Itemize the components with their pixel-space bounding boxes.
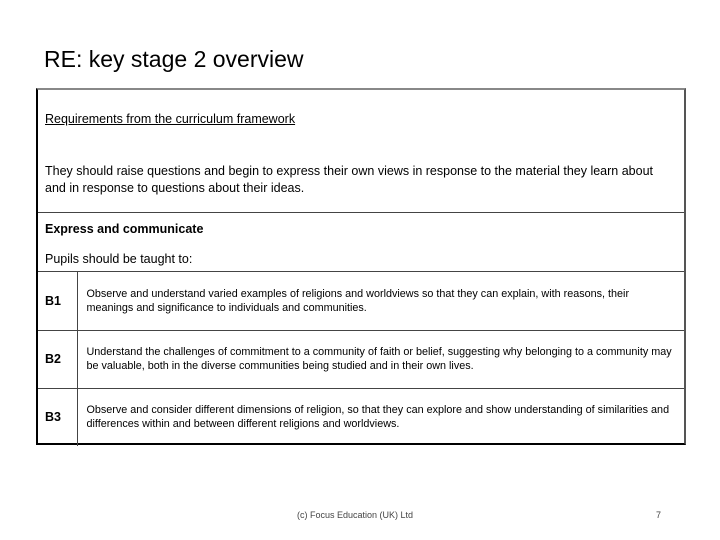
slide-title: RE: key stage 2 overview [44, 46, 304, 72]
requirements-text: They should raise questions and begin to express their own views in response to the material they learn about and in response to questions about their ideas. [45, 164, 653, 195]
objective-code: B3 [38, 388, 77, 446]
page-number: 7 [656, 510, 662, 520]
overview-box [36, 88, 686, 445]
requirements-heading: Requirements from the curriculum framework [45, 112, 296, 126]
objective-code: B2 [38, 330, 77, 388]
express-heading: Express and communicate [45, 222, 204, 236]
express-section [38, 213, 684, 272]
requirements-section [38, 90, 684, 213]
objective-text: Understand the challenges of commitment to a community of faith or belief, suggesting why belonging to a community may be valuable, both in the diverse communities being studied and in their own lives. [77, 330, 684, 388]
objectives-table [38, 272, 684, 446]
objective-text: Observe and understand varied examples of religions and worldviews so that they can explain, with reasons, their meanings and significance to individuals and communities. [86, 287, 630, 314]
objective-text: Observe and consider different dimensions of religion, so that they can explore and show understanding of similarities and differences within and between different religions and worldviews. [77, 388, 684, 446]
objective-code: B1 [38, 272, 77, 330]
objective-row-b2 [38, 330, 684, 388]
express-intro: Pupils should be taught to: [45, 252, 193, 266]
footer-credit: (c) Focus Education (UK) Ltd [297, 510, 414, 520]
objective-row-b3 [38, 388, 684, 446]
objective-row-b1 [38, 272, 684, 330]
